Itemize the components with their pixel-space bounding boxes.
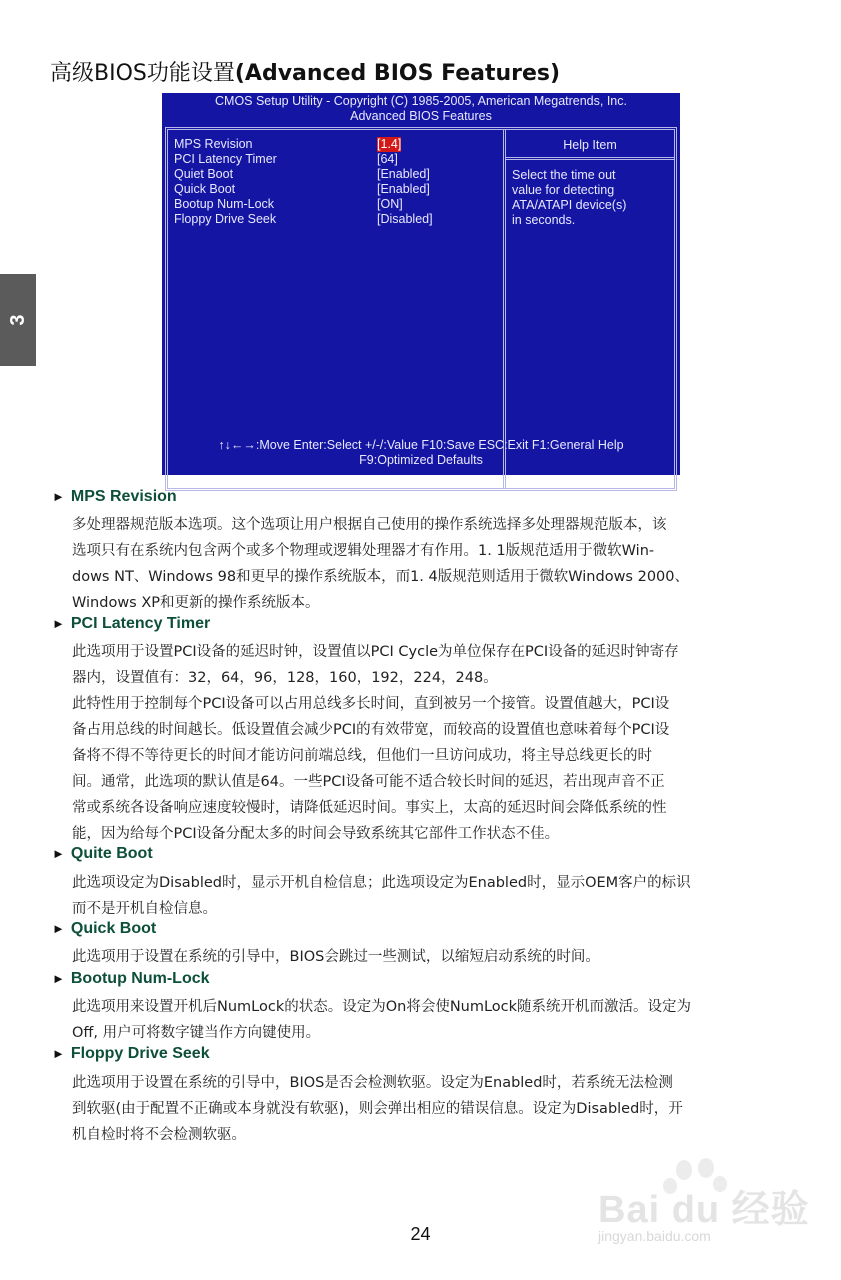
- setting-mps-revision[interactable]: [174, 137, 494, 152]
- watermark-brand: Bai du 经验: [598, 1189, 810, 1231]
- paragraph-line: Windows XP和更新的操作系统版本。: [72, 595, 320, 611]
- bios-panel-divider: [503, 130, 506, 488]
- setting-name: MPS Revision: [174, 137, 253, 151]
- section-heading-pci-latency-timer: [52, 615, 210, 633]
- setting-value[interactable]: [Enabled]: [377, 167, 430, 181]
- setting-value[interactable]: [64]: [377, 152, 398, 166]
- setting-value[interactable]: [Disabled]: [377, 212, 433, 226]
- help-text: [512, 168, 626, 228]
- setting-quick-boot[interactable]: [174, 182, 494, 197]
- help-line: Select the time out: [512, 168, 616, 182]
- setting-name: Bootup Num-Lock: [174, 197, 275, 211]
- page-title: [50, 56, 560, 87]
- setting-value[interactable]: [ON]: [377, 197, 403, 211]
- triangle-bullet-icon: ►: [52, 489, 65, 504]
- help-line: in seconds.: [512, 213, 576, 227]
- triangle-bullet-icon: ►: [52, 921, 65, 936]
- setting-value[interactable]: [Enabled]: [377, 182, 430, 196]
- section-heading-text: MPS Revision: [70, 488, 177, 505]
- chapter-number: 3: [6, 314, 29, 326]
- bios-screen: [162, 93, 680, 475]
- section-heading-text: Quick Boot: [70, 920, 157, 937]
- paragraph-line: Off, 用户可将数字键当作方向键使用。: [72, 1025, 321, 1041]
- paragraph-line: 器内，设置值有：32，64，96，128，160，192，224，248。: [72, 670, 498, 686]
- section-heading-floppy-drive-seek: [52, 1045, 210, 1063]
- page-number: 24: [410, 1224, 431, 1244]
- help-item-title: Help Item: [563, 138, 617, 152]
- triangle-bullet-icon: ►: [52, 971, 65, 986]
- setting-quiet-boot[interactable]: [174, 167, 494, 182]
- paragraph-line: 此选项用于设置PCI设备的延迟时钟，设置值以PCI Cycle为单位保存在PCI设备的延迟时钟寄存: [72, 644, 679, 660]
- paragraph-line: 此选项用于设置在系统的引导中，BIOS会跳过一些测试，以缩短启动系统的时间。: [72, 949, 600, 965]
- section-heading-quite-boot: [52, 845, 153, 863]
- watermark-url: jingyan.baidu.com: [598, 1228, 711, 1244]
- help-line: value for detecting: [512, 183, 615, 197]
- bios-menu-title: Advanced BIOS Features: [350, 109, 492, 123]
- paragraph-line: 到软驱(由于配置不正确或本身就没有软驱)，则会弹出相应的错误信息。设定为Disabled时，开: [72, 1101, 683, 1117]
- triangle-bullet-icon: ►: [52, 1046, 65, 1061]
- setting-floppy-drive-seek[interactable]: [174, 212, 494, 227]
- setting-name: Quiet Boot: [174, 167, 234, 181]
- setting-name: Floppy Drive Seek: [174, 212, 277, 226]
- section-heading-quick-boot: [52, 920, 156, 938]
- page-title-english: (Advanced BIOS Features): [234, 61, 561, 86]
- paragraph-line: 常或系统各设备响应速度较慢时，请降低延迟时间。事实上，太高的延迟时间会降低系统的性: [72, 800, 667, 816]
- paragraph-line: dows NT、Windows 98和更早的操作系统版本，而1. 4版规范则适用于微软Windows 2000、: [72, 569, 689, 585]
- paragraph-line: 此特性用于控制每个PCI设备可以占用总线多长时间，直到被另一个接管。设置值越大，PCI设: [72, 696, 670, 712]
- page-title-chinese: 高级BIOS功能设置: [50, 61, 235, 86]
- section-heading-text: Floppy Drive Seek: [70, 1045, 210, 1062]
- section-heading-text: PCI Latency Timer: [70, 615, 211, 632]
- paragraph-line: 备占用总线的时间越长。低设置值会减少PCI的有效带宽，而较高的设置值也意味着每个PCI设: [72, 722, 670, 738]
- section-heading-mps-revision: [52, 488, 177, 506]
- triangle-bullet-icon: ►: [52, 616, 65, 631]
- key-legend-line: F9:Optimized Defaults: [359, 453, 483, 467]
- setting-value-selected[interactable]: [1.4]: [377, 137, 402, 151]
- bios-key-legend: [162, 438, 680, 468]
- paragraph-line: 间。通常，此选项的默认值是64。一些PCI设备可能不适合较长时间的延迟，若出现声音不正: [72, 774, 665, 790]
- setting-name: PCI Latency Timer: [174, 152, 277, 166]
- setting-pci-latency-timer[interactable]: [174, 152, 494, 167]
- paragraph-line: 选项只有在系统内包含两个或多个物理或逻辑处理器才有作用。1. 1版规范适用于微软Win-: [72, 543, 655, 559]
- paragraph-line: 而不是开机自检信息。: [72, 901, 217, 917]
- section-heading-text: Bootup Num-Lock: [70, 970, 210, 987]
- section-heading-text: Quite Boot: [70, 845, 153, 862]
- section-heading-bootup-num-lock: [52, 970, 210, 988]
- paragraph-line: 多处理器规范版本选项。这个选项让用户根据自己使用的操作系统选择多处理器规范版本，该: [72, 517, 667, 533]
- chapter-tab: [0, 274, 36, 366]
- bios-copyright-line: CMOS Setup Utility - Copyright (C) 1985-2005, American Megatrends, Inc.: [215, 94, 627, 108]
- key-legend-line: ↑↓←→:Move Enter:Select +/-/:Value F10:Save ESC:Exit F1:General Help: [218, 438, 624, 452]
- paragraph-line: 备将不得不等待更长的时间才能访问前端总线，但他们一旦访问成功，将主导总线更长的时: [72, 748, 652, 764]
- paragraph-line: 此选项用于设置在系统的引导中，BIOS是否会检测软驱。设定为Enabled时，若系统无法检测: [72, 1075, 673, 1091]
- paragraph-line: 此选项设定为Disabled时，显示开机自检信息；此选项设定为Enabled时，显示OEM客户的标识: [72, 875, 691, 891]
- help-line: ATA/ATAPI device(s): [512, 198, 627, 212]
- paragraph-line: 此选项用来设置开机后NumLock的状态。设定为On将会使NumLock随系统开机而激活。设定为: [72, 999, 692, 1015]
- triangle-bullet-icon: ►: [52, 846, 65, 861]
- setting-bootup-num-lock[interactable]: [174, 197, 494, 212]
- setting-name: Quick Boot: [174, 182, 236, 196]
- paragraph-line: 机自检时将不会检测软驱。: [72, 1127, 246, 1143]
- help-separator: [506, 157, 674, 160]
- bios-header: [162, 93, 680, 124]
- paragraph-line: 能，因为给每个PCI设备分配太多的时间会导致系统其它部件工作状态不佳。: [72, 826, 560, 842]
